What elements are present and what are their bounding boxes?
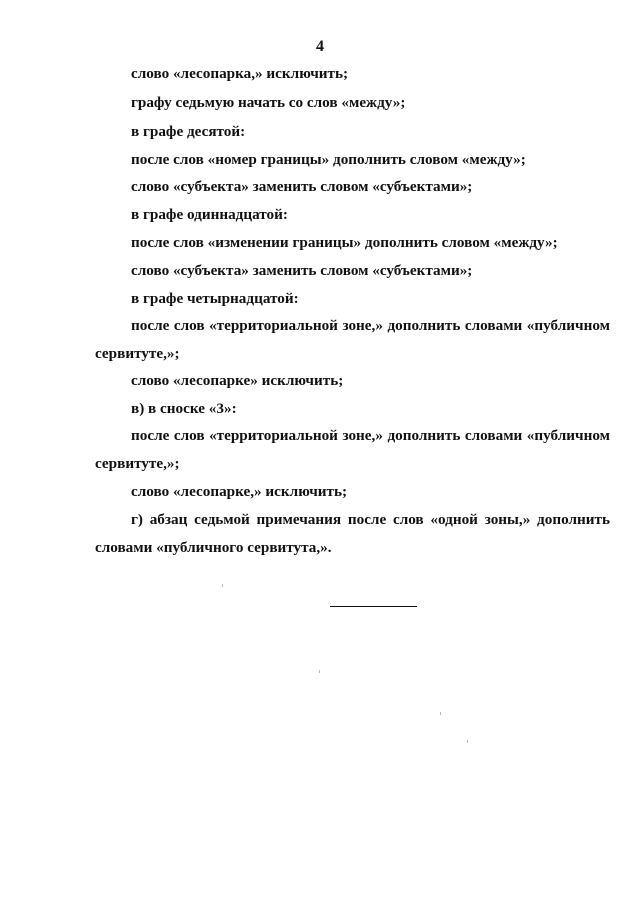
text-line: г) абзац седьмой примечания после слов «одной зоны,» дополнить — [131, 511, 610, 528]
text-line: слово «лесопарке» исключить; — [131, 372, 344, 389]
scan-speck — [222, 584, 223, 587]
text-line: после слов «номер границы» дополнить словом «между»; — [131, 151, 526, 168]
text-line: после слов «территориальной зоне,» дополнить словами «публичном — [131, 427, 610, 444]
text-line: словами «публичного сервитута,». — [95, 539, 332, 556]
text-line: сервитуте,»; — [95, 455, 180, 472]
text-line: слово «лесопарка,» исключить; — [131, 65, 349, 82]
text-line: слово «субъекта» заменить словом «субъектами»; — [131, 262, 473, 279]
text-line: в графе десятой: — [131, 123, 246, 140]
scan-speck — [440, 712, 441, 715]
text-line: после слов «изменении границы» дополнить словом «между»; — [131, 234, 558, 251]
scan-speck — [319, 670, 320, 673]
text-line: в) в сноске «3»: — [131, 400, 237, 417]
text-line: слово «лесопарке,» исключить; — [131, 483, 348, 500]
text-line: после слов «территориальной зоне,» дополнить словами «публичном — [131, 317, 610, 334]
scan-speck — [467, 740, 468, 743]
text-line: в графе четырнадцатой: — [131, 290, 299, 307]
text-line: слово «субъекта» заменить словом «субъектами»; — [131, 178, 473, 195]
page-number: 4 — [316, 38, 324, 55]
text-line: графу седьмую начать со слов «между»; — [131, 94, 406, 111]
text-line: в графе одиннадцатой: — [131, 206, 288, 223]
text-line: сервитуте,»; — [95, 345, 180, 362]
end-rule — [330, 606, 417, 607]
